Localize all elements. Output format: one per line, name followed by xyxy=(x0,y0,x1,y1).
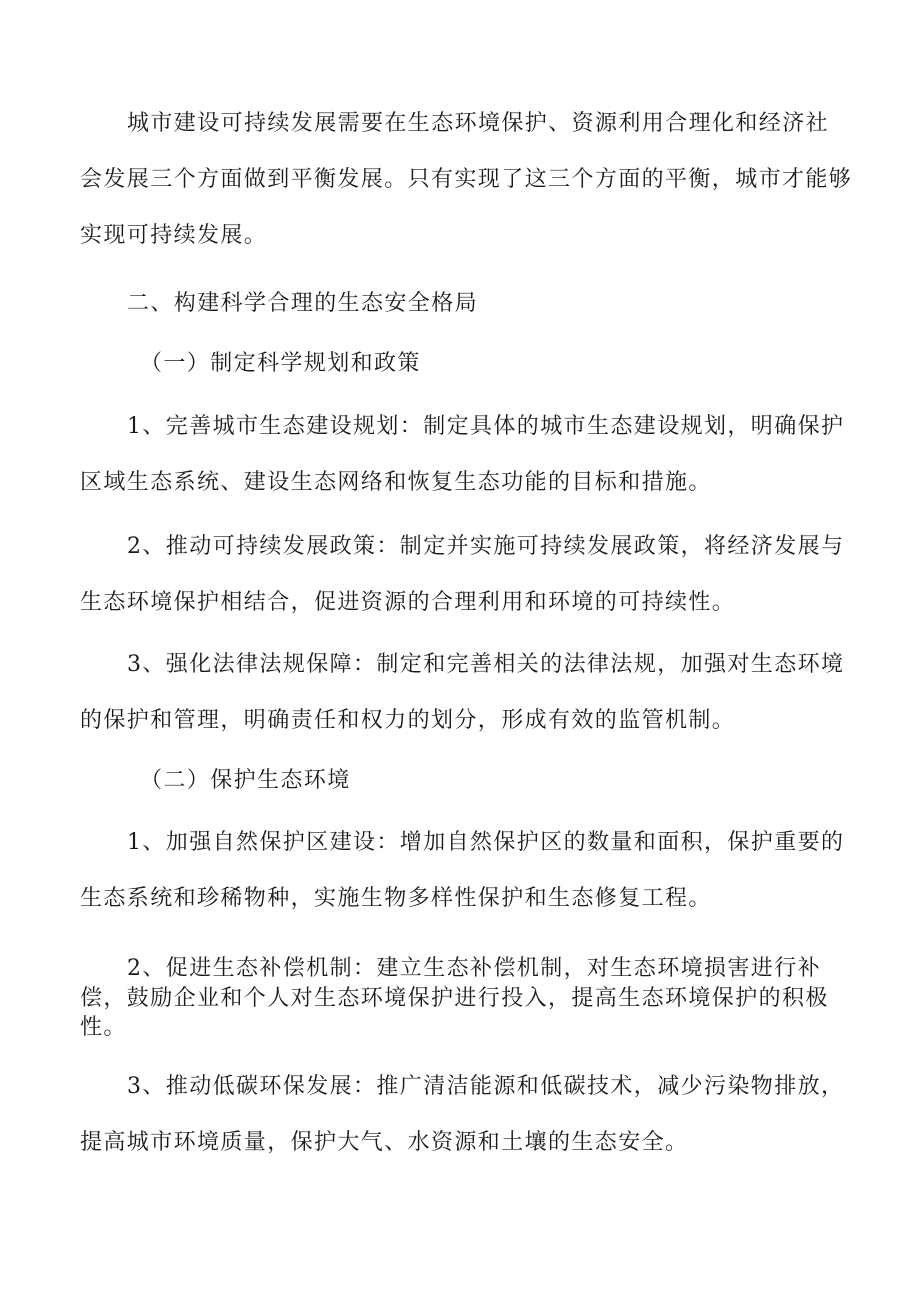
list-item-line: 3、推动低碳环保发展：推广清洁能源和低碳技术，减少污染物排放， xyxy=(127,1074,845,1099)
list-item-line: 生态环境保护相结合，促进资源的合理利用和环境的可持续性。 xyxy=(80,590,736,615)
section-heading: 二、构建科学合理的生态安全格局 xyxy=(127,291,479,316)
subsection-heading: （二）保护生态环境 xyxy=(140,768,351,793)
list-item-line: 的保护和管理，明确责任和权力的划分，形成有效的监管机制。 xyxy=(80,708,736,733)
paragraph-line: 会发展三个方面做到平衡发展。只有实现了这三个方面的平衡，城市才能够 xyxy=(80,167,853,192)
list-item-line: 生态系统和珍稀物种，实施生物多样性保护和生态修复工程。 xyxy=(80,886,712,911)
paragraph-line: 实现可持续发展。 xyxy=(80,223,268,248)
paragraph-line: 城市建设可持续发展需要在生态环境保护、资源利用合理化和经济社 xyxy=(127,111,830,136)
list-item-line: 性。 xyxy=(80,1015,127,1040)
subsection-heading: （一）制定科学规划和政策 xyxy=(140,351,421,376)
list-item-line: 区域生态系统、建设生态网络和恢复生态功能的目标和措施。 xyxy=(80,470,712,495)
list-item-line: 2、推动可持续发展政策：制定并实施可持续发展政策，将经济发展与 xyxy=(127,534,845,559)
list-item-line: 1、加强自然保护区建设：增加自然保护区的数量和面积，保护重要的 xyxy=(127,830,845,855)
list-item-line: 3、强化法律法规保障：制定和完善相关的法律法规，加强对生态环境 xyxy=(127,652,845,677)
list-item-line: 2、促进生态补偿机制：建立生态补偿机制，对生态环境损害进行补 xyxy=(127,956,821,981)
list-item-line: 提高城市环境质量，保护大气、水资源和土壤的生态安全。 xyxy=(80,1130,689,1155)
list-item-line: 1、完善城市生态建设规划：制定具体的城市生态建设规划，明确保护 xyxy=(127,414,845,439)
list-item-line: 偿，鼓励企业和个人对生态环境保护进行投入，提高生态环境保护的积极 xyxy=(80,986,829,1011)
